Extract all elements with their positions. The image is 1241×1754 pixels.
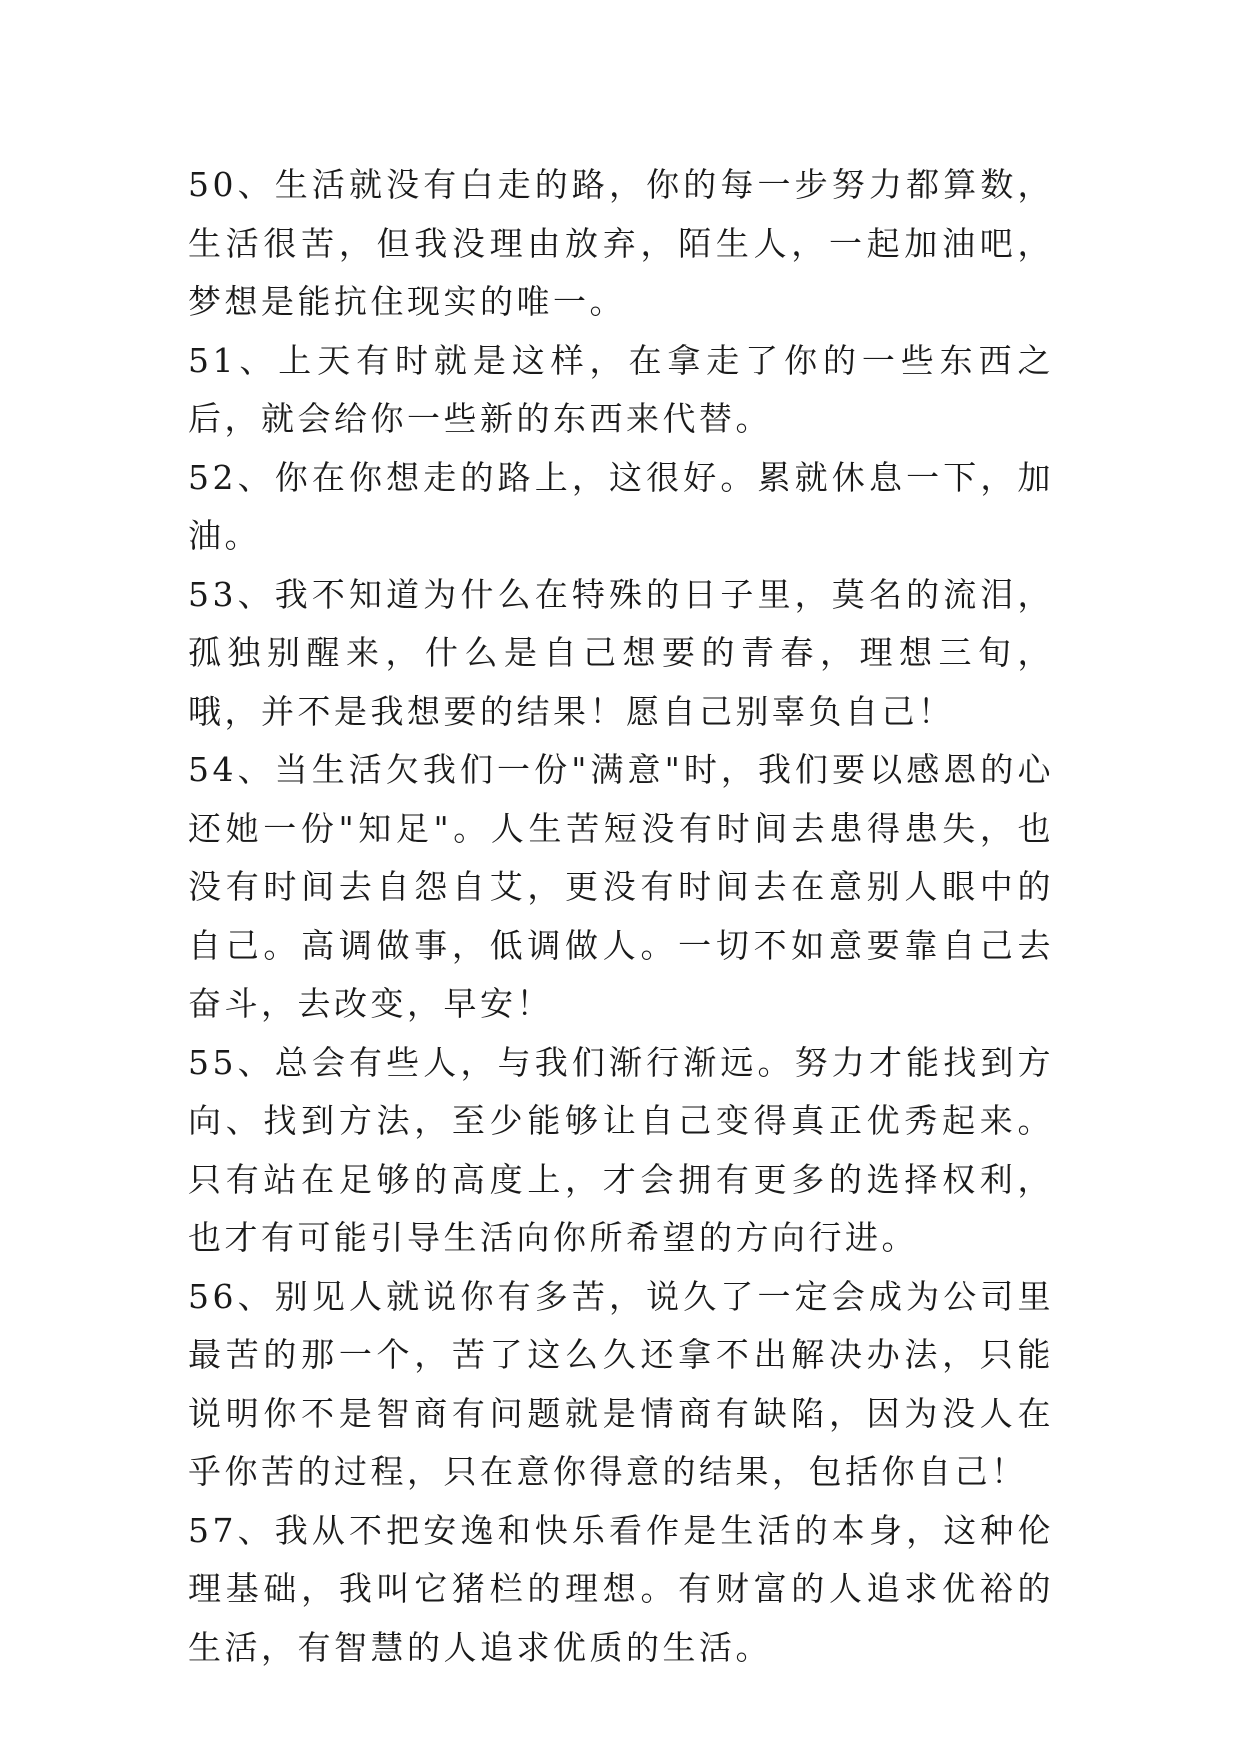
paragraph-57: 57、我从不把安逸和快乐看作是生活的本身，这种伦理基础，我叫它猪栏的理想。有财富的人追求优裕的生活，有智慧的人追求优质的生活。	[188, 1510, 1054, 1667]
paragraph-54: 54、当生活欠我们一份"满意"时，我们要以感恩的心还她一份"知足"。人生苦短没有时间去患得患失，也没有时间去自怨自艾，更没有时间去在意别人眼中的自己。高调做事，低调做人。一切不如意要靠自己去奋斗，去改变，早安！	[188, 750, 1054, 1023]
paragraph-53: 53、我不知道为什么在特殊的日子里，莫名的流泪，孤独别醒来，什么是自己想要的青春，理想三旬，哦，并不是我想要的结果！愿自己别辜负自己！	[188, 574, 1054, 731]
paragraph-55: 55、总会有些人，与我们渐行渐远。努力才能找到方向、找到方法，至少能够让自己变得真正优秀起来。只有站在足够的高度上，才会拥有更多的选择权利，也才有可能引导生活向你所希望的方向行进。	[188, 1042, 1054, 1257]
paragraph-51: 51、上天有时就是这样，在拿走了你的一些东西之后，就会给你一些新的东西来代替。	[188, 340, 1054, 438]
paragraph-52: 52、你在你想走的路上，这很好。累就休息一下，加油。	[188, 457, 1054, 555]
paragraph-56: 56、别见人就说你有多苦，说久了一定会成为公司里最苦的那一个，苦了这么久还拿不出解决办法，只能说明你不是智商有问题就是情商有缺陷，因为没人在乎你苦的过程，只在意你得意的结果，包括你自己！	[188, 1276, 1054, 1491]
document-body	[188, 156, 1054, 1677]
paragraph-50: 50、生活就没有白走的路，你的每一步努力都算数，生活很苦，但我没理由放弃，陌生人，一起加油吧，梦想是能抗住现实的唯一。	[188, 165, 1054, 321]
